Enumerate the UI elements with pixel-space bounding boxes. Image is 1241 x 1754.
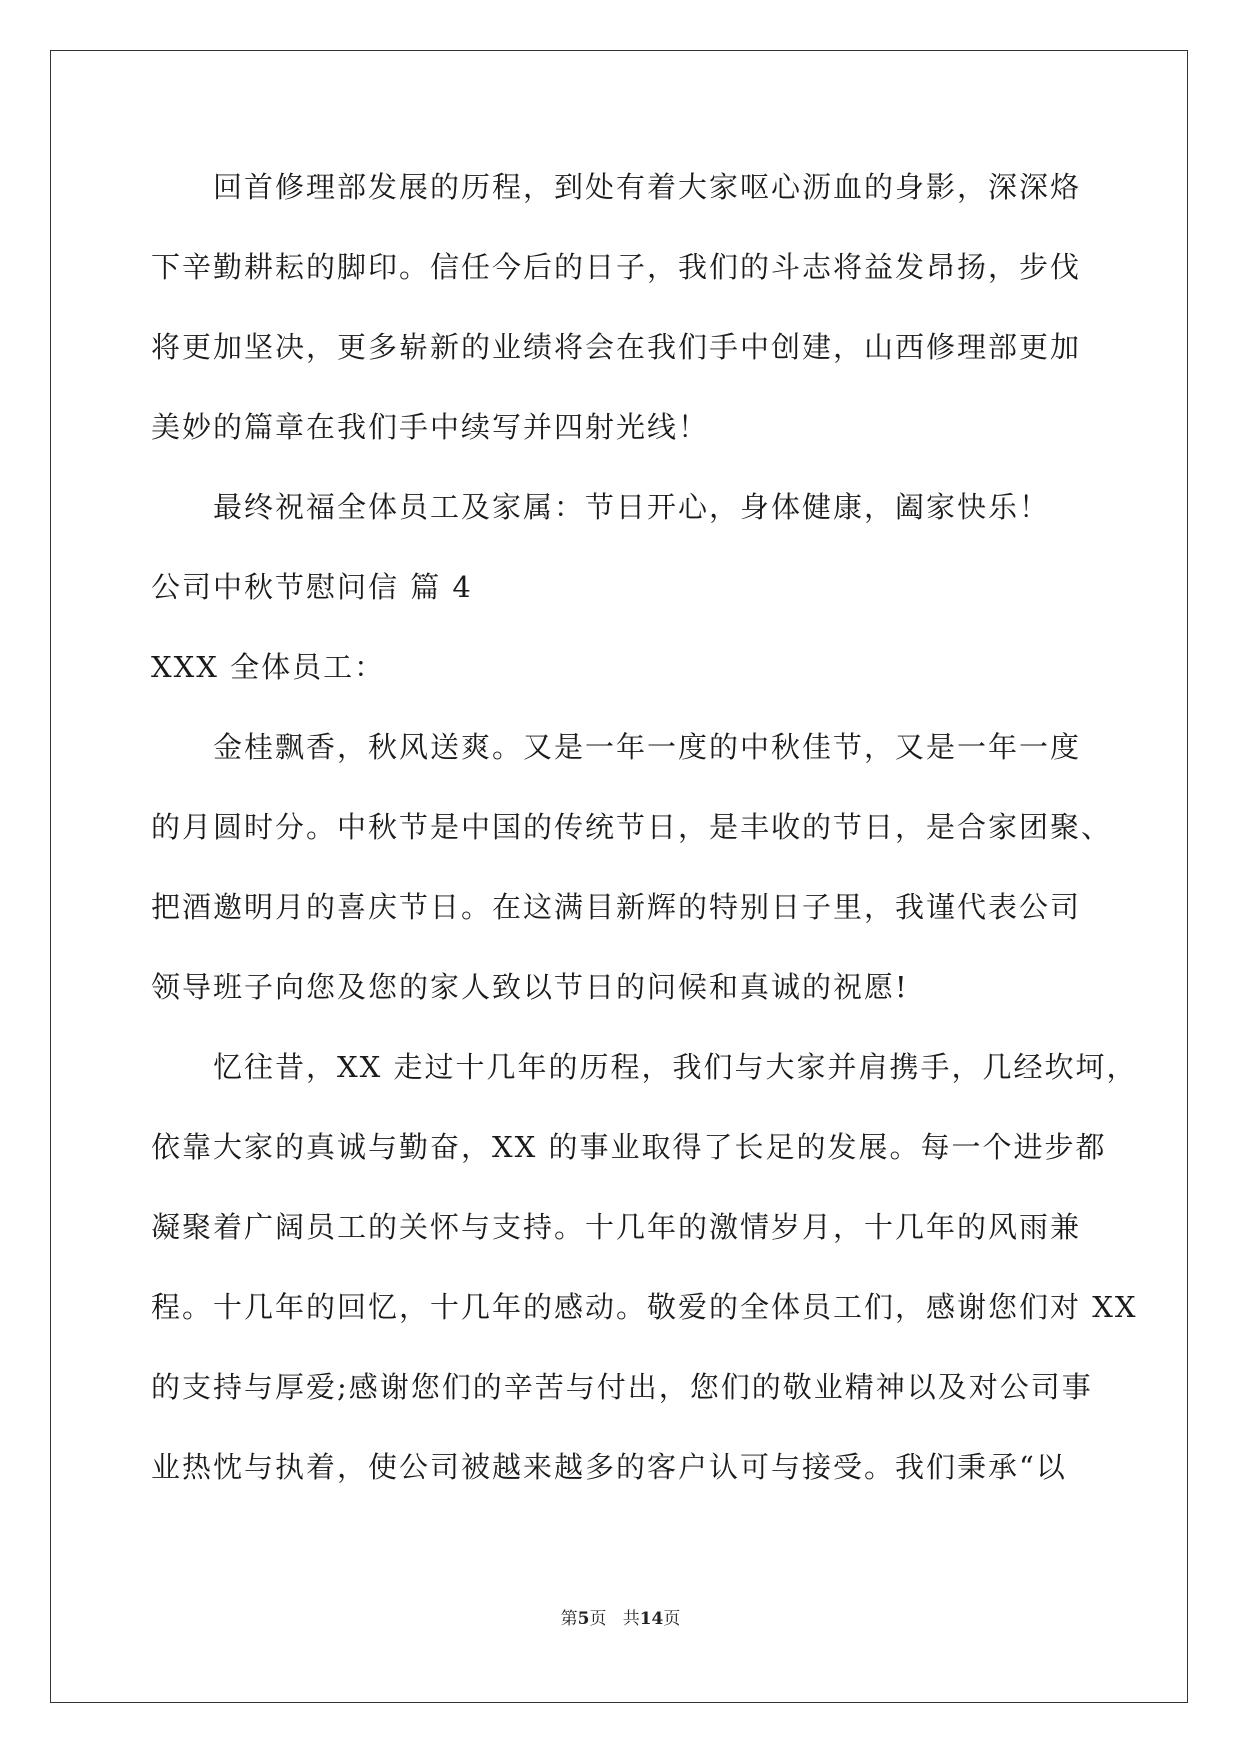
paragraph-line: 回首修理部发展的历程，到处有着大家呕心沥血的身影，深深烙 <box>213 170 1082 204</box>
paragraph-line: 凝聚着广阔员工的关怀与支持。十几年的激情岁月，十几年的风雨兼 <box>151 1210 1082 1244</box>
total-label-prefix: 共 <box>622 1609 640 1629</box>
total-pages-number: 14 <box>639 1609 664 1629</box>
paragraph-line: 把酒邀明月的喜庆节日。在这满目新辉的特别日子里，我谨代表公司 <box>151 890 1082 924</box>
paragraph-line: 美妙的篇章在我们手中续写并四射光线！ <box>151 410 710 444</box>
paragraph-line: 业热忱与执着，使公司被越来越多的客户认可与接受。我们秉承“以 <box>151 1450 1067 1484</box>
page-label-suffix: 页 <box>589 1609 607 1629</box>
paragraph-line: 依靠大家的真诚与勤奋，XX 的事业取得了长足的发展。每一个进步都 <box>151 1130 1107 1164</box>
section-heading: 公司中秋节慰问信 篇 4 <box>151 570 473 604</box>
salutation: XXX 全体员工： <box>151 650 386 684</box>
paragraph-line: 下辛勤耕耘的脚印。信任今后的日子，我们的斗志将益发昂扬，步伐 <box>151 250 1082 284</box>
paragraph-line: 金桂飘香，秋风送爽。又是一年一度的中秋佳节，又是一年一度 <box>213 730 1082 764</box>
paragraph-line: 程。十几年的回忆，十几年的感动。敬爱的全体员工们，感谢您们对 XX <box>151 1290 1138 1324</box>
paragraph-line: 将更加坚决，更多崭新的业绩将会在我们手中创建，山西修理部更加 <box>151 330 1082 364</box>
document-body <box>151 160 1138 1520</box>
paragraph-line: 最终祝福全体员工及家属：节日开心，身体健康，阖家快乐！ <box>213 490 1051 524</box>
total-label-suffix: 页 <box>663 1609 681 1629</box>
page-footer <box>0 1604 1241 1629</box>
paragraph-line: 忆往昔，XX 走过十几年的历程，我们与大家并肩携手，几经坎坷， <box>213 1050 1138 1084</box>
current-page-number: 5 <box>577 1609 590 1629</box>
paragraph-line: 的支持与厚爱;感谢您们的辛苦与付出，您们的敬业精神以及对公司事 <box>151 1370 1093 1404</box>
paragraph-line: 的月圆时分。中秋节是中国的传统节日，是丰收的节日，是合家团聚、 <box>151 810 1113 844</box>
page-label-prefix: 第 <box>560 1609 578 1629</box>
paragraph-line: 领导班子向您及您的家人致以节日的问候和真诚的祝愿! <box>151 970 909 1004</box>
